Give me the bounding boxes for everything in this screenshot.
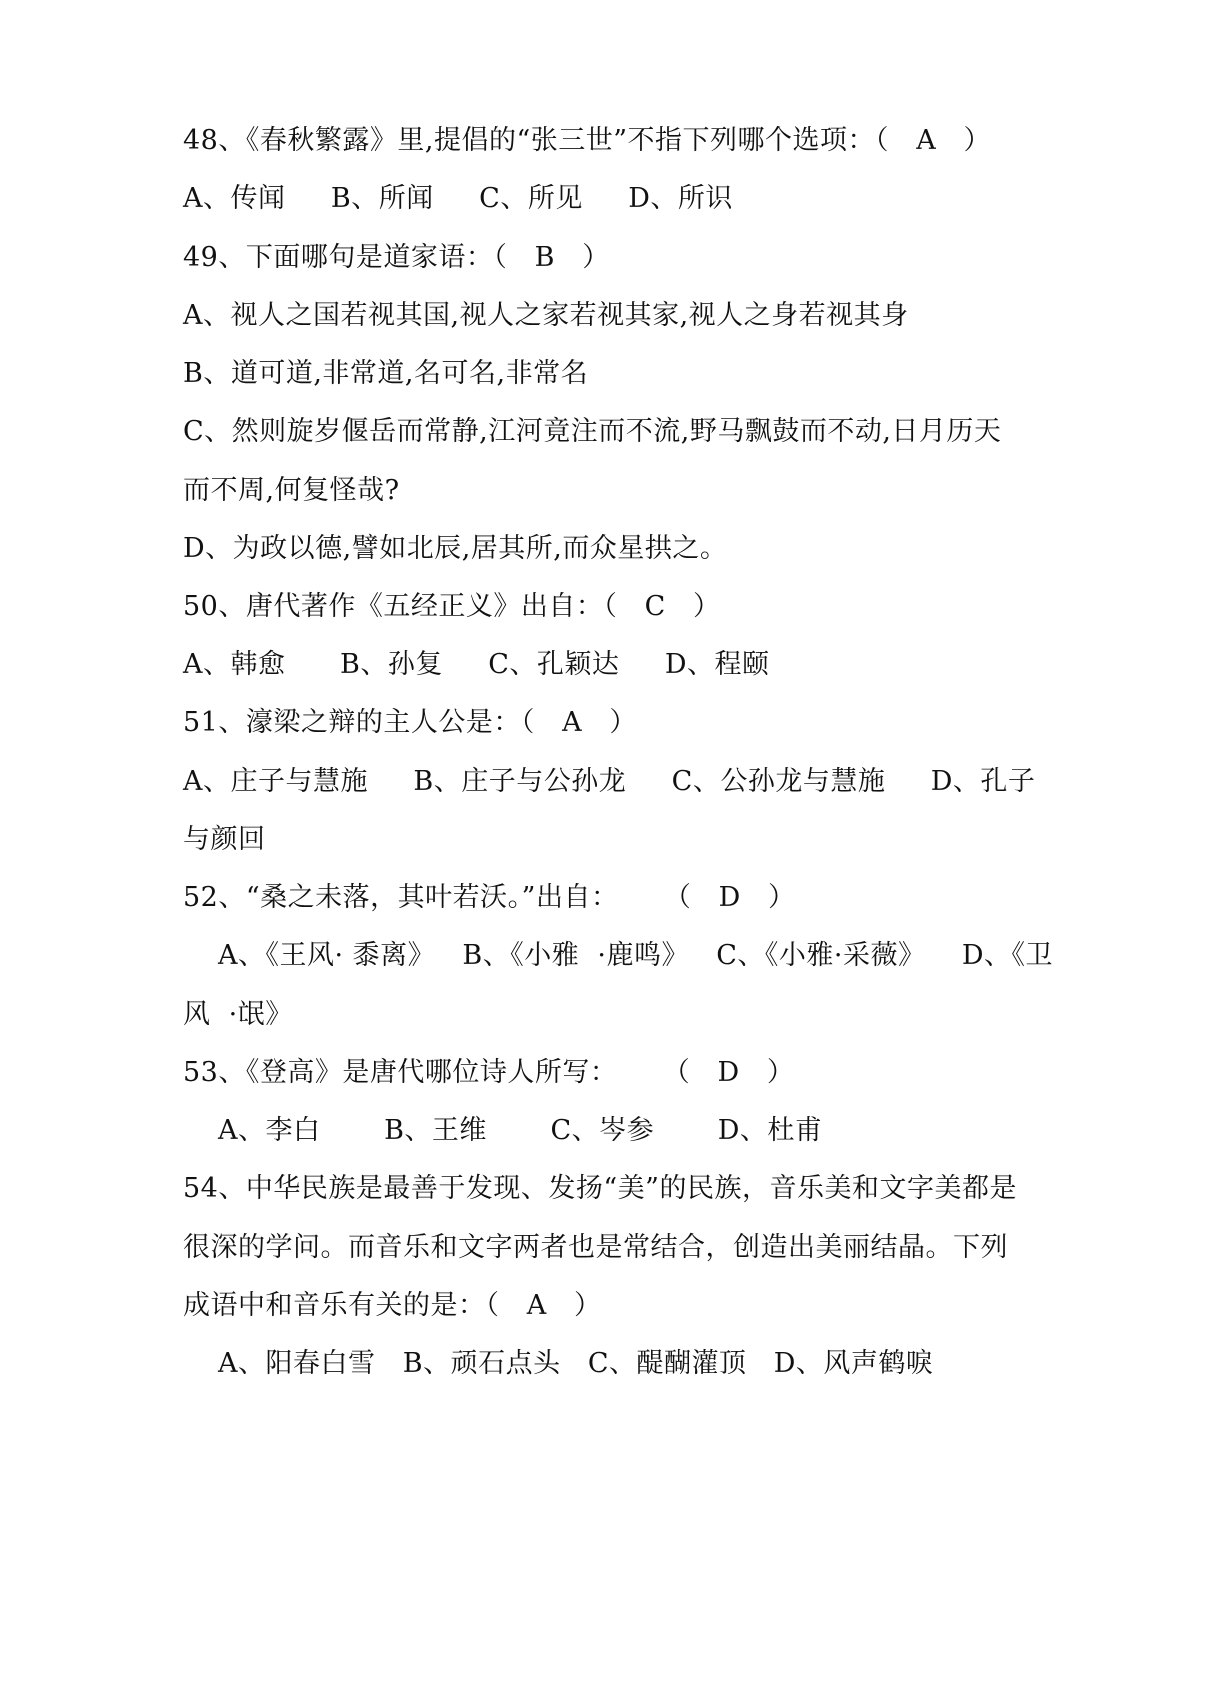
question-50-options: A、韩愈 B、孙复 C、孔颖达 D、程颐	[183, 649, 770, 680]
question-51: 51、濠梁之辩的主人公是：（ A ）	[183, 707, 637, 738]
question-53: 53、《登高》是唐代哪位诗人所写： （ D ）	[183, 1057, 795, 1088]
question-52: 52、“桑之未落，其叶若沃。”出自： （ D ）	[183, 882, 796, 913]
question-49: 49、下面哪句是道家语：（ B ）	[183, 242, 610, 273]
question-52-options-continued: 风 ·氓》	[183, 999, 293, 1030]
question-49-option-b: B、道可道,非常道,名可名,非常名	[183, 358, 589, 389]
question-52-options: A、《王风· 黍离》 B、《小雅 ·鹿鸣》 C、《小雅·采薇》 D、《卫	[218, 940, 1053, 971]
question-51-options: A、庄子与慧施 B、庄子与公孙龙 C、公孙龙与慧施 D、孔子	[183, 766, 1036, 797]
question-54-options: A、阳春白雪 B、顽石点头 C、醍醐灌顶 D、风声鹤唳	[218, 1348, 934, 1379]
question-54-continued-2: 成语中和音乐有关的是：（ A ）	[183, 1290, 602, 1321]
question-49-option-c: C、然则旋岁偃岳而常静,江河竟注而不流,野马飘鼓而不动,日月历天	[183, 416, 1002, 447]
question-54-continued-1: 很深的学问。而音乐和文字两者也是常结合，创造出美丽结晶。下列	[183, 1232, 1008, 1263]
question-51-options-continued: 与颜回	[183, 824, 266, 855]
question-48: 48、《春秋繁露》里,提倡的“张三世”不指下列哪个选项：（ A ）	[183, 125, 992, 156]
question-49-option-a: A、视人之国若视其国,视人之家若视其家,视人之身若视其身	[183, 300, 909, 331]
question-50: 50、唐代著作《五经正义》出自：（ C ）	[183, 591, 721, 622]
question-54: 54、中华民族是最善于发现、发扬“美”的民族，音乐美和文字美都是	[183, 1173, 1017, 1204]
question-49-option-d: D、为政以德,譬如北辰,居其所,而众星拱之。	[183, 533, 728, 564]
question-49-option-c-continued: 而不周,何复怪哉?	[183, 475, 400, 506]
question-48-options: A、传闻 B、所闻 C、所见 D、所识	[183, 183, 733, 214]
question-53-options: A、李白 B、王维 C、岑参 D、杜甫	[218, 1115, 823, 1146]
